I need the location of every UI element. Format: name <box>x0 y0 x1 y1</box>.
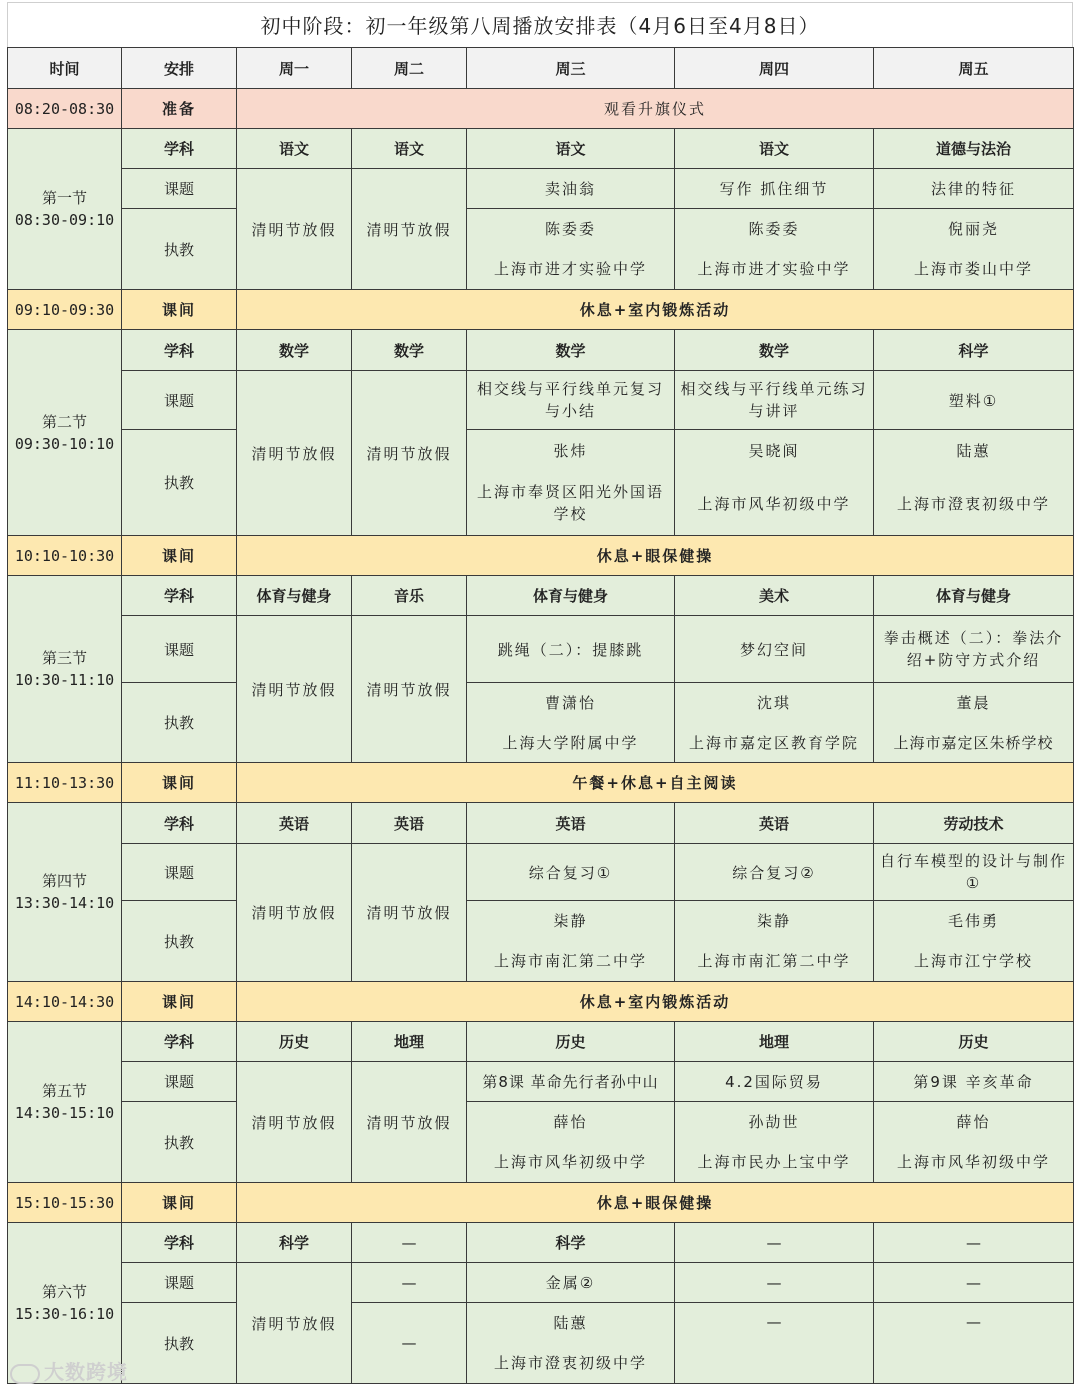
p4-topic-label: 课题 <box>122 844 237 901</box>
p3-tue-holiday: 清明节放假 <box>352 616 467 763</box>
p3-fri-teacher: 董晨 <box>874 683 1074 723</box>
p5-mon-holiday: 清明节放假 <box>237 1062 352 1183</box>
p6-mon-holiday: 清明节放假 <box>237 1263 352 1384</box>
p4-mon-subject: 英语 <box>237 803 352 844</box>
p1-tue-holiday: 清明节放假 <box>352 169 467 290</box>
p5-thu-teacher: 孙劼世 <box>675 1102 874 1142</box>
header-mon: 周一 <box>237 48 352 89</box>
p6-teacher-row <box>8 1303 1074 1343</box>
p1-time: 08:30-09:10 <box>14 211 115 229</box>
p2-fri-subject: 科学 <box>874 330 1074 371</box>
break3-label: 课间 <box>122 763 237 803</box>
p3-tue-subject: 音乐 <box>352 576 467 616</box>
header-wed: 周三 <box>467 48 675 89</box>
p6-subject-label: 学科 <box>122 1223 237 1263</box>
p5-thu-subject: 地理 <box>675 1022 874 1062</box>
p2-mon-subject: 数学 <box>237 330 352 371</box>
p2-thu-school: 上海市风华初级中学 <box>675 472 874 536</box>
p3-subject-row <box>8 576 1074 616</box>
p3-teacher-label: 执教 <box>122 683 237 763</box>
p3-wed-topic: 跳绳（二）：提膝跳 <box>467 616 675 683</box>
p3-thu-topic: 梦幻空间 <box>675 616 874 683</box>
p4-time-cell <box>8 803 122 982</box>
p5-subject-label: 学科 <box>122 1022 237 1062</box>
p1-tue-subject: 语文 <box>352 129 467 169</box>
p1-wed-topic: 卖油翁 <box>467 169 675 209</box>
p4-wed-school: 上海市南汇第二中学 <box>467 941 675 982</box>
p2-wed-topic: 相交线与平行线单元复习与小结 <box>467 371 675 430</box>
p1-teacher-row <box>8 209 1074 249</box>
p4-tue-subject: 英语 <box>352 803 467 844</box>
p2-mon-holiday: 清明节放假 <box>237 371 352 536</box>
p2-time: 09:30-10:10 <box>14 434 115 453</box>
p6-subject-row <box>8 1223 1074 1263</box>
p5-fri-teacher: 薛怡 <box>874 1102 1074 1142</box>
p4-thu-teacher: 柒静 <box>675 901 874 941</box>
break4-label: 课间 <box>122 982 237 1022</box>
p5-name: 第五节 <box>41 1082 87 1100</box>
p2-teacher-row <box>8 430 1074 472</box>
break1-time: 09:10-09:30 <box>8 290 122 330</box>
p1-thu-school: 上海市进才实验中学 <box>675 249 874 290</box>
p2-thu-teacher: 吴晓阆 <box>675 430 874 472</box>
p3-mon-holiday: 清明节放假 <box>237 616 352 763</box>
p3-time: 10:30-11:10 <box>14 671 115 689</box>
break2-content: 休息+眼保健操 <box>237 536 1074 576</box>
p4-subject-row <box>8 803 1074 844</box>
break-row-5 <box>8 1183 1074 1223</box>
schedule-table <box>7 47 1074 1384</box>
p5-fri-school: 上海市风华初级中学 <box>874 1142 1074 1183</box>
break-row-2 <box>8 536 1074 576</box>
p4-thu-school: 上海市南汇第二中学 <box>675 941 874 982</box>
p5-tue-holiday: 清明节放假 <box>352 1062 467 1183</box>
p1-topic-label: 课题 <box>122 169 237 209</box>
p2-tue-subject: 数学 <box>352 330 467 371</box>
p5-topic-row <box>8 1062 1074 1102</box>
header-tue: 周二 <box>352 48 467 89</box>
p5-mon-subject: 历史 <box>237 1022 352 1062</box>
p4-subject-label: 学科 <box>122 803 237 844</box>
p5-fri-topic: 第9课 辛亥革命 <box>874 1062 1074 1102</box>
watermark-logo-icon <box>10 1364 40 1384</box>
break1-content: 休息+室内锻炼活动 <box>237 290 1074 330</box>
p2-topic-label: 课题 <box>122 371 237 430</box>
p1-mon-holiday: 清明节放假 <box>237 169 352 290</box>
p2-teacher-label: 执教 <box>122 430 237 536</box>
header-row <box>8 48 1074 89</box>
p5-subject-row <box>8 1022 1074 1062</box>
p6-teacher-label: 执教 <box>122 1303 237 1384</box>
p6-thu-topic: — <box>675 1263 874 1303</box>
p5-topic-label: 课题 <box>122 1062 237 1102</box>
p5-tue-subject: 地理 <box>352 1022 467 1062</box>
p5-time-cell <box>8 1022 122 1183</box>
p1-subject-row <box>8 129 1074 169</box>
p5-teacher-label: 执教 <box>122 1102 237 1183</box>
p4-teacher-label: 执教 <box>122 901 237 982</box>
p4-name: 第四节 <box>41 872 87 890</box>
p2-topic-row <box>8 371 1074 430</box>
p1-mon-subject: 语文 <box>237 129 352 169</box>
p6-thu-teacher: — <box>675 1303 874 1384</box>
p6-time: 15:30-16:10 <box>14 1305 115 1323</box>
break3-content: 午餐+休息+自主阅读 <box>237 763 1074 803</box>
watermark <box>10 1356 128 1385</box>
p5-thu-school: 上海市民办上宝中学 <box>675 1142 874 1183</box>
p5-wed-teacher: 薛怡 <box>467 1102 675 1142</box>
p1-wed-school: 上海市进才实验中学 <box>467 249 675 290</box>
p1-topic-row <box>8 169 1074 209</box>
p6-fri-subject: — <box>874 1223 1074 1263</box>
p4-fri-topic: 自行车模型的设计与制作① <box>874 844 1074 901</box>
break3-time: 11:10-13:30 <box>8 763 122 803</box>
p2-wed-teacher: 张炜 <box>467 430 675 472</box>
p6-wed-school: 上海市澄衷初级中学 <box>467 1343 675 1384</box>
p3-fri-topic: 拳击概述（二）：拳法介绍+防守方式介绍 <box>874 616 1074 683</box>
p6-wed-teacher: 陆蕙 <box>467 1303 675 1343</box>
p4-fri-teacher: 毛伟勇 <box>874 901 1074 941</box>
p1-fri-school: 上海市娄山中学 <box>874 249 1074 290</box>
p3-fri-school: 上海市嘉定区朱桥学校 <box>874 723 1074 763</box>
p6-thu-subject: — <box>675 1223 874 1263</box>
p3-thu-teacher: 沈琪 <box>675 683 874 723</box>
p4-tue-holiday: 清明节放假 <box>352 844 467 982</box>
p2-wed-school: 上海市奉贤区阳光外国语学校 <box>467 472 675 536</box>
p2-thu-topic: 相交线与平行线单元练习与讲评 <box>675 371 874 430</box>
p5-thu-topic: 4.2国际贸易 <box>675 1062 874 1102</box>
p6-tue-topic: — <box>352 1263 467 1303</box>
prep-time: 08:20-08:30 <box>8 89 122 129</box>
header-arrange: 安排 <box>122 48 237 89</box>
break2-time: 10:10-10:30 <box>8 536 122 576</box>
header-thu: 周四 <box>675 48 874 89</box>
p4-wed-topic: 综合复习① <box>467 844 675 901</box>
p3-teacher-row <box>8 683 1074 723</box>
break-row-3 <box>8 763 1074 803</box>
break-row-4 <box>8 982 1074 1022</box>
p2-fri-teacher: 陆蕙 <box>874 430 1074 472</box>
p3-wed-subject: 体育与健身 <box>467 576 675 616</box>
p1-wed-teacher: 陈委委 <box>467 209 675 249</box>
p2-time-cell <box>8 330 122 536</box>
p3-wed-school: 上海大学附属中学 <box>467 723 675 763</box>
break2-label: 课间 <box>122 536 237 576</box>
p2-subject-row <box>8 330 1074 371</box>
p3-fri-subject: 体育与健身 <box>874 576 1074 616</box>
p4-fri-school: 上海市江宁学校 <box>874 941 1074 982</box>
p1-fri-topic: 法律的特征 <box>874 169 1074 209</box>
p2-name: 第二节 <box>41 412 87 431</box>
p1-teacher-label: 执教 <box>122 209 237 290</box>
page-title: 初中阶段：初一年级第八周播放安排表（4月6日至4月8日） <box>7 2 1073 48</box>
p4-time: 13:30-14:10 <box>14 894 115 912</box>
p4-teacher-row <box>8 901 1074 941</box>
p4-thu-topic: 综合复习② <box>675 844 874 901</box>
p2-wed-subject: 数学 <box>467 330 675 371</box>
p1-name: 第一节 <box>41 189 87 207</box>
p3-mon-subject: 体育与健身 <box>237 576 352 616</box>
p6-fri-teacher: — <box>874 1303 1074 1384</box>
p6-tue-subject: — <box>352 1223 467 1263</box>
prep-label: 准备 <box>122 89 237 129</box>
p6-fri-topic: — <box>874 1263 1074 1303</box>
p1-wed-subject: 语文 <box>467 129 675 169</box>
p1-subject-label: 学科 <box>122 129 237 169</box>
p3-thu-subject: 美术 <box>675 576 874 616</box>
p1-time-cell <box>8 129 122 290</box>
p5-fri-subject: 历史 <box>874 1022 1074 1062</box>
break4-content: 休息+室内锻炼活动 <box>237 982 1074 1022</box>
p3-name: 第三节 <box>41 649 87 667</box>
p2-tue-holiday: 清明节放假 <box>352 371 467 536</box>
p4-thu-subject: 英语 <box>675 803 874 844</box>
p1-thu-subject: 语文 <box>675 129 874 169</box>
header-fri: 周五 <box>874 48 1074 89</box>
prep-row <box>8 89 1074 129</box>
p6-topic-row <box>8 1263 1074 1303</box>
watermark-text: 大数跨境 <box>44 1360 128 1384</box>
break-row-1 <box>8 290 1074 330</box>
p6-wed-topic: 金属② <box>467 1263 675 1303</box>
p4-topic-row <box>8 844 1074 901</box>
p4-mon-holiday: 清明节放假 <box>237 844 352 982</box>
break4-time: 14:10-14:30 <box>8 982 122 1022</box>
prep-content: 观看升旗仪式 <box>237 89 1074 129</box>
p1-fri-subject: 道德与法治 <box>874 129 1074 169</box>
p6-name: 第六节 <box>41 1283 87 1301</box>
p4-fri-subject: 劳动技术 <box>874 803 1074 844</box>
p5-wed-subject: 历史 <box>467 1022 675 1062</box>
p1-thu-topic: 写作 抓住细节 <box>675 169 874 209</box>
p1-fri-teacher: 倪丽尧 <box>874 209 1074 249</box>
p1-thu-teacher: 陈委委 <box>675 209 874 249</box>
p5-wed-topic: 第8课 革命先行者孙中山 <box>467 1062 675 1102</box>
p5-time: 14:30-15:10 <box>14 1104 115 1122</box>
p2-fri-topic: 塑料① <box>874 371 1074 430</box>
header-time: 时间 <box>8 48 122 89</box>
p4-wed-subject: 英语 <box>467 803 675 844</box>
p3-subject-label: 学科 <box>122 576 237 616</box>
p3-wed-teacher: 曹潇怡 <box>467 683 675 723</box>
p2-subject-label: 学科 <box>122 330 237 371</box>
p3-time-cell <box>8 576 122 763</box>
p6-topic-label: 课题 <box>122 1263 237 1303</box>
p3-topic-label: 课题 <box>122 616 237 683</box>
p2-fri-school: 上海市澄衷初级中学 <box>874 472 1074 536</box>
p2-thu-subject: 数学 <box>675 330 874 371</box>
break5-time: 15:10-15:30 <box>8 1183 122 1223</box>
p3-topic-row <box>8 616 1074 683</box>
break1-label: 课间 <box>122 290 237 330</box>
p6-tue-teacher: — <box>352 1303 467 1384</box>
p6-wed-subject: 科学 <box>467 1223 675 1263</box>
p5-teacher-row <box>8 1102 1074 1142</box>
p4-wed-teacher: 柒静 <box>467 901 675 941</box>
p5-wed-school: 上海市风华初级中学 <box>467 1142 675 1183</box>
break5-content: 休息+眼保健操 <box>237 1183 1074 1223</box>
p6-mon-subject: 科学 <box>237 1223 352 1263</box>
break5-label: 课间 <box>122 1183 237 1223</box>
p3-thu-school: 上海市嘉定区教育学院 <box>675 723 874 763</box>
